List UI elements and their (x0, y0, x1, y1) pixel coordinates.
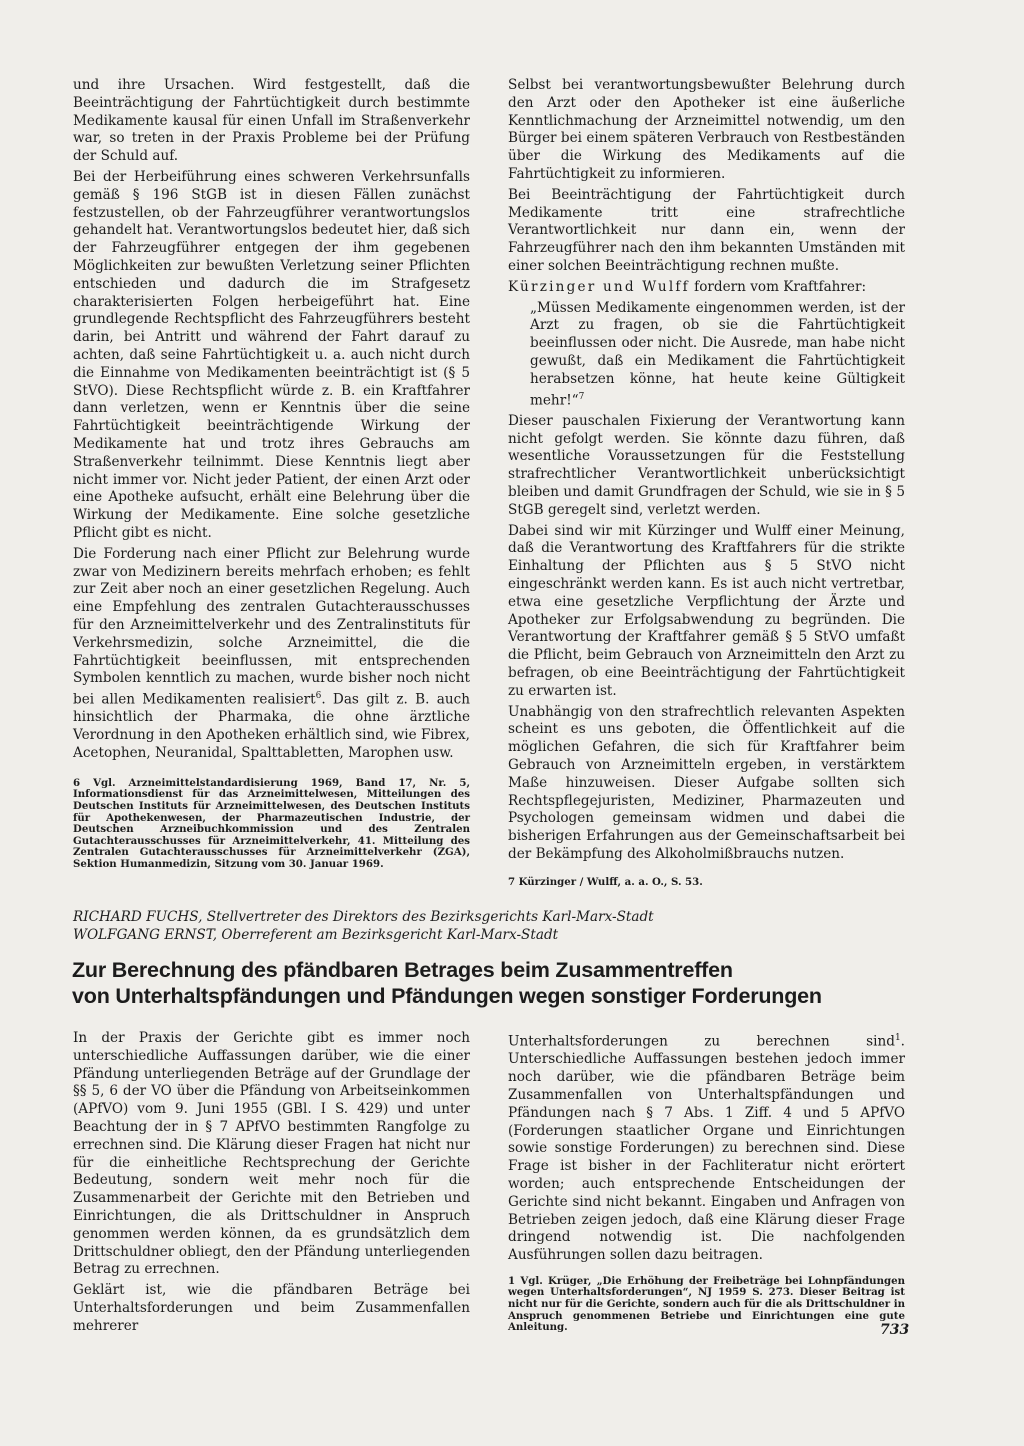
footnote: 6 Vgl. Arzneimittelstandardisierung 1969, Band 17, Nr. 5, Informationsdienst für das Arzneimittelwesen, Mitteilungen des Deutschen Instituts für Arzneimittelwesen, des Deutschen Instituts für Apothekenwesen, der Pharmazeutischen Industrie, der Deutschen Arzneibuchkommission und des Zentralen Gutachterausschusses für Arzneimittelverkehr, 41. Mitteilung des Zentralen Gutachterausschusses für Arzneimittelverkehr (ZGA), Sektion Humanmedizin, Sitzung vom 30. Januar 1969. (73, 776, 470, 870)
cited-authors: Kürzinger und Wulff (508, 278, 690, 295)
headline-line: Zur Berechnung des pfändbaren Betrages beim Zusammentreffen (72, 958, 733, 982)
footnote-ref: 1 (894, 1033, 901, 1043)
author-line: RICHARD FUCHS, Stellvertreter des Direktors des Bezirksgerichts Karl-Marx-Stadt (73, 909, 654, 925)
right-column-top (508, 77, 905, 891)
paragraph: Selbst bei verantwortungsbewußter Belehrung durch den Arzt oder den Apotheker ist eine äußerliche Kenntlichmachung der Arzneimittel notwendig, um den Bürger bei einem späteren Verbrauch von Restbeständen über die Wirkung des Medikaments auf die Fahrtüchtigkeit zu informieren. (508, 77, 905, 182)
headline-line: von Unterhaltspfändungen und Pfändungen wegen sonstiger Forderungen (72, 984, 822, 1008)
footnote-ref: 7 (578, 391, 585, 402)
footnote: 7 Kürzinger / Wulff, a. a. O., S. 53. (508, 875, 703, 888)
paragraph: Bei der Herbeiführung eines schweren Verkehrsunfalls gemäß § 196 StGB ist in diesen Fällen zunächst festzustellen, ob der Fahrzeugführer verantwortungslos gehandelt hat. Verantwortungslos bedeutet hier, daß sich der Fahrzeugführer entgegen der ihm gegebenen Möglichkeiten zur bewußten Verletzung seiner Pflichten entschieden und dadurch die im Strafgesetz charakterisierten Folgen herbeigeführt hat. Eine grundlegende Rechtspflicht des Fahrzeugführers besteht darin, bei Antritt und während der Fahrt darauf zu achten, daß seine Fahrtüchtigkeit u. a. auch nicht durch die Einnahme von Medikamenten beeinträchtigt ist (§ 5 StVO). Diese Rechtspflicht würde z. B. ein Kraftfahrer dann verletzen, wenn er Kenntnis über die seine Fahrtüchtigkeit beeinträchtigende Wirkung der Medikamente hat und trotz ihres Gebrauchs am Straßenverkehr teilnimmt. Diese Kenntnis liegt aber nicht immer vor. Nicht jeder Patient, der einen Arzt oder eine Apotheke aufsucht, erhält eine Belehrung über die Wirkung der Medikamente. Eine solche gesetzliche Pflicht gibt es nicht. (73, 168, 470, 541)
paragraph: Die Forderung nach einer Pflicht zur Belehrung wurde zwar von Medizinern bereits mehrfach erhoben; es fehlt zur Zeit aber noch an einer gesetzlichen Regelung. Auch eine Empfehlung des zentralen Gutachterausschusses für den Arzneimittelverkehr und des Zentralinstituts für Verkehrsmedizin, solche Arzneimittel, die die Fahrtüchtigkeit beeinflussen, mit entsprechenden Symbolen kenntlich zu machen, wurde bisher noch nicht bei allen Medikamenten realisiert$^6$. Das gilt z. B. auch hinsichtlich der Pharmaka, die ohne ärztliche Verordnung in den Apotheken erhältlich sind, wie Fibrex, Acetophen, Neuranidal, Spalttabletten, Marophen usw. (73, 545, 470, 762)
paragraph: Bei Beeinträchtigung der Fahrtüchtigkeit durch Medikamente tritt eine strafrechtliche Verantwortlichkeit nur dann ein, wenn der Fahrzeugführer nach den ihm bekannten Umständen mit einer solchen Beeinträchtigung rechnen mußte. (508, 186, 905, 274)
paragraph: In der Praxis der Gerichte gibt es immer noch unterschiedliche Auffassungen darüber, wie die einer Pfändung unterliegenden Beträge auf der Grundlage der §§ 5, 6 der VO über die Pfändung von Arbeitseinkommen (APfVO) vom 9. Juni 1955 (GBl. I S. 429) und unter Beachtung der in § 7 APfVO bestimmten Rangfolge zu errechnen sind. Die Klärung dieser Fragen hat nicht nur für die einheitliche Rechtsprechung der Gerichte Bedeutung, sondern weit mehr noch für die Zusammenarbeit der Gerichte mit den Betrieben und Einrichtungen, die als Drittschuldner in Anspruch genommen werden können, da es grundsätzlich dem Drittschuldner obliegt, den der Pfändung unterliegenden Betrag zu errechnen. (73, 1030, 470, 1278)
paragraph: und ihre Ursachen. Wird festgestellt, daß die Beeinträchtigung der Fahrtüchtigkeit durch bestimmte Medikamente kausal für einen Unfall im Straßenverkehr war, so treten in der Praxis Probleme bei der Prüfung der Schuld auf. (73, 77, 470, 165)
paragraph: Geklärt ist, wie die pfändbaren Beträge bei Unterhaltsforderungen und beim Zusammenfallen mehrerer (73, 1282, 470, 1334)
paragraph: Unabhängig von den strafrechtlich relevanten Aspekten scheint es uns geboten, die Öffentlichkeit auf die möglichen Gefahren, die sich für Kraftfahrer beim Gebrauch von Arzneimitteln ergeben, in verstärktem Maße hinzuweisen. Dieser Aufgabe sollten sich Rechtspflegejuristen, Mediziner, Pharmazeuten und Psychologen gemeinsam widmen und dabei die bisherigen Erfahrungen aus der Gemeinschaftsarbeit bei der Bekämpfung des Alkoholmißbrauchs nutzen. (508, 703, 905, 862)
byline (73, 908, 953, 944)
author-line: WOLFGANG ERNST, Oberreferent am Bezirksgericht Karl-Marx-Stadt (73, 927, 559, 943)
left-column-bottom (73, 1030, 470, 1339)
quotation: „Müssen Medikamente eingenommen werden, ist der Arzt zu fragen, ob sie die Fahrtüchtigkeit beeinflussen oder nicht. Die Ausrede, man habe nicht gewußt, daß ein Medikament die Fahrtüchtigkeit herabsetzen könne, hat heute keine Gültigkeit mehr!“$^7$ (530, 299, 905, 409)
article-headline (72, 957, 972, 1009)
paragraph: Dabei sind wir mit Kürzinger und Wulff einer Meinung, daß die Verantwortung des Kraftfahrers für die strikte Einhaltung der Pflichten aus § 5 StVO nicht eingeschränkt werden kann. Es ist auch nicht vertretbar, etwa eine gesetzliche Verpflichtung der Ärzte und Apotheker zur Erfolgsabwendung zu begründen. Die Verantwortung der Kraftfahrer gemäß § 5 StVO umfaßt die Pflicht, beim Gebrauch von Arzneimitteln den Arzt zu befragen, ob eine Beeinträchtigung der Fahrtüchtigkeit zu erwarten ist. (508, 522, 905, 699)
page-number: 733 (880, 1322, 910, 1338)
right-column-bottom (508, 1030, 905, 1337)
paragraph: Kürzinger und Wulff fordern vom Kraftfahrer: (508, 278, 867, 295)
footnote: 1 Vgl. Krüger, „Die Erhöhung der Freibeträge bei Lohnpfändungen wegen Unterhaltsforderungen“, NJ 1959 S. 273. Dieser Beitrag ist nicht nur für die Gerichte, sondern auch für die als Drittschuldner in Anspruch genommenen Betriebe und Einrichtungen eine gute Anleitung. (508, 1274, 905, 1334)
footnote-ref: 6 (315, 691, 322, 702)
paragraph: Dieser pauschalen Fixierung der Verantwortung kann nicht gefolgt werden. Sie könnte dazu führen, daß wesentliche Voraussetzungen für die Feststellung strafrechtlicher Verantwortlichkeit unberücksichtigt bleiben und damit Grundfragen der Schuld, wie sie in § 5 StGB geregelt sind, verletzt werden. (508, 412, 905, 518)
paragraph: Unterhaltsforderungen zu berechnen sind$^1$. Unterschiedliche Auffassungen bestehen jedoch immer noch darüber, wie die pfändbaren Beträge beim Zusammenfallen von Unterhaltspfändungen und Pfändungen nach § 7 Abs. 1 Ziff. 4 und 5 APfVO (Forderungen staatlicher Organe und Einrichtungen sowie sonstige Forderungen) zu berechnen sind. Diese Frage ist bisher in der Fachliteratur nicht erörtert worden; auch entsprechende Entscheidungen der Gerichte sind nicht bekannt. Eingaben und Anfragen von Betrieben zeigen jedoch, daß eine Klärung dieser Frage dringend notwendig ist. Die nachfolgenden Ausführungen sollen dazu beitragen. (508, 1033, 905, 1264)
left-column-top (73, 77, 470, 874)
